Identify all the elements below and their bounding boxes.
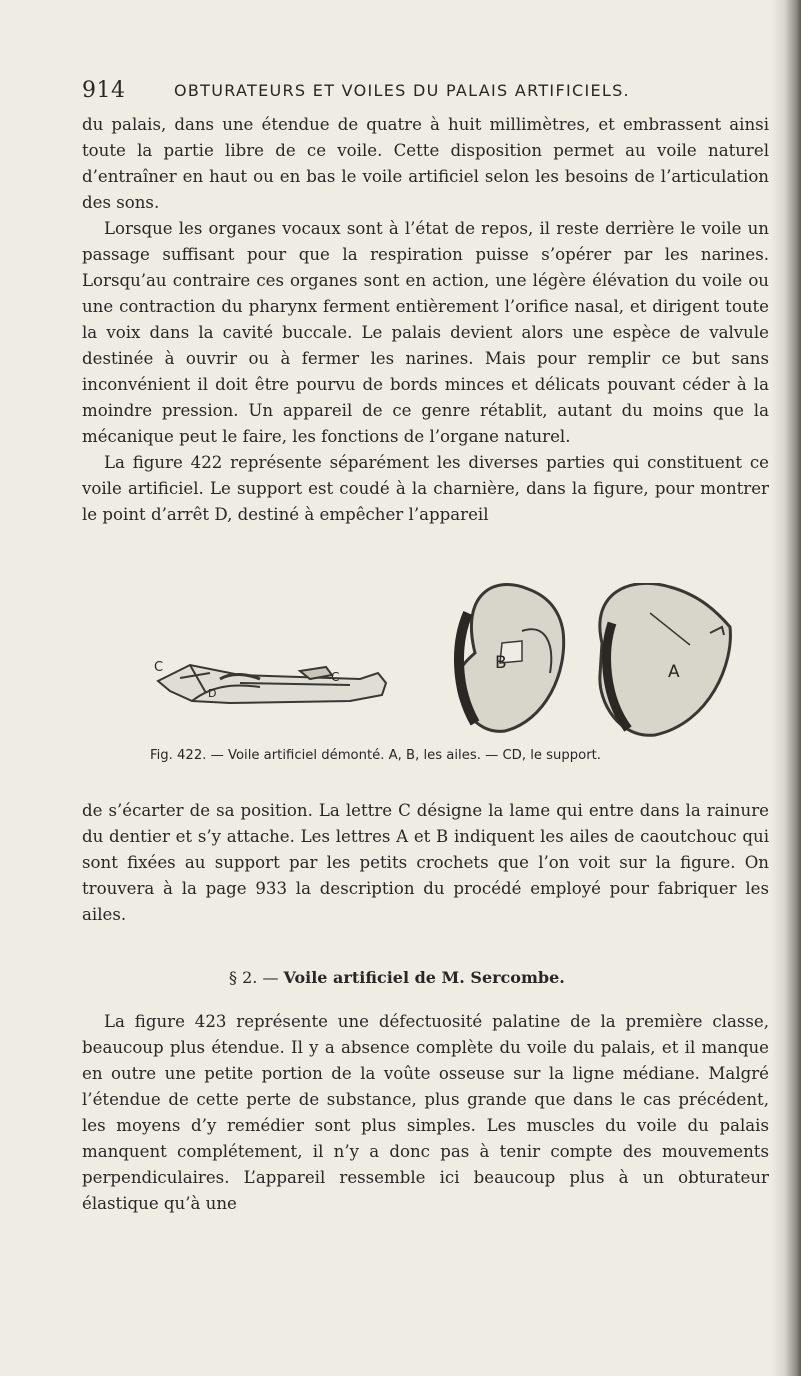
paragraph: La figure 422 représente séparément les diverses parties qui constituent ce voile artificiel. Le support est coudé à la charnière, dans la figure, pour montrer le point d’arrêt D, destiné à empêcher l’appareil (82, 453, 769, 524)
paragraph: de s’écarter de sa position. La lettre C désigne la lame qui entre dans la rainure du dentier et s’y attache. Les lettres A et B indiquent les ailes de caoutchouc qui sont fixées au support par les petits crochets que l’on voit sur la figure. On trouvera à la page 933 la description du procédé employé pour fabriquer les ailes. (82, 801, 769, 924)
label-c-left: C (154, 660, 164, 675)
wing-b-part (458, 585, 564, 732)
text-block-bottom (82, 1009, 769, 1217)
paragraph: du palais, dans une étendue de quatre à huit millimètres, et embrassent ainsi toute la partie libre de ce voile. Cette disposition permet au voile naturel d’entraîner en haut ou en bas le voile artificiel selon les besoins de l’articulation des sons. (82, 115, 769, 212)
paragraph: Lorsque les organes vocaux sont à l’état de repos, il reste derrière le voile un passage suffisant pour que la respiration puisse s’opérer par les narines. Lorsqu’au contraire ces organes sont en action, une légère élévation du voile ou une contraction du pharynx ferment entièrement l’orifice nasal, et dirigent toute la voix dans la cavité buccale. Le palais devient alors une espèce de valvule destinée à ouvrir ou à fermer les narines. Mais pour remplir ce but sans inconvénient il doit être pourvu de bords minces et délicats pouvant céder à la moindre pression. Un appareil de ce genre rétablit, autant du moins que la mécanique peut le faire, les fonctions de l’organe naturel. (82, 219, 769, 446)
running-title: OBTURATEURS ET VOILES DU PALAIS ARTIFICIELS. (174, 81, 630, 100)
figure-422 (150, 583, 750, 768)
text-block-middle (82, 798, 769, 928)
wing-a-part (600, 583, 731, 735)
section-heading (229, 968, 565, 987)
label-d: D (208, 687, 217, 700)
text-block-top (82, 112, 769, 528)
label-c-mid: C (331, 670, 340, 684)
figure-caption: Fig. 422. — Voile artificiel démonté. A, B, les ailes. — CD, le support. (150, 748, 602, 763)
paragraph: La figure 423 représente une défectuosité palatine de la première classe, beaucoup plus étendue. Il y a absence complète du voile du palais, et il manque en outre une petite portion de la voûte osseuse sur la ligne médiane. Malgré l’étendue de cette perte de substance, plus grande que dans le cas précédent, les moyens d’y remédier sont plus simples. Les muscles du voile du palais manquent complétement, il n’y a donc pas à tenir compte des mouvements perpendiculaires. L’appareil ressemble ici beaucoup plus à un obturateur élastique qu’à une (82, 1012, 769, 1213)
label-b: B (495, 653, 507, 673)
page-edge-shadow (771, 0, 801, 1376)
page-header (82, 78, 732, 108)
section-title: Voile artificiel de M. Sercombe. (283, 968, 565, 987)
label-a: A (668, 662, 680, 682)
figure-illustration (150, 583, 750, 743)
section-number: § 2. — (229, 968, 279, 987)
support-part (158, 665, 386, 703)
page-number: 914 (82, 78, 126, 103)
